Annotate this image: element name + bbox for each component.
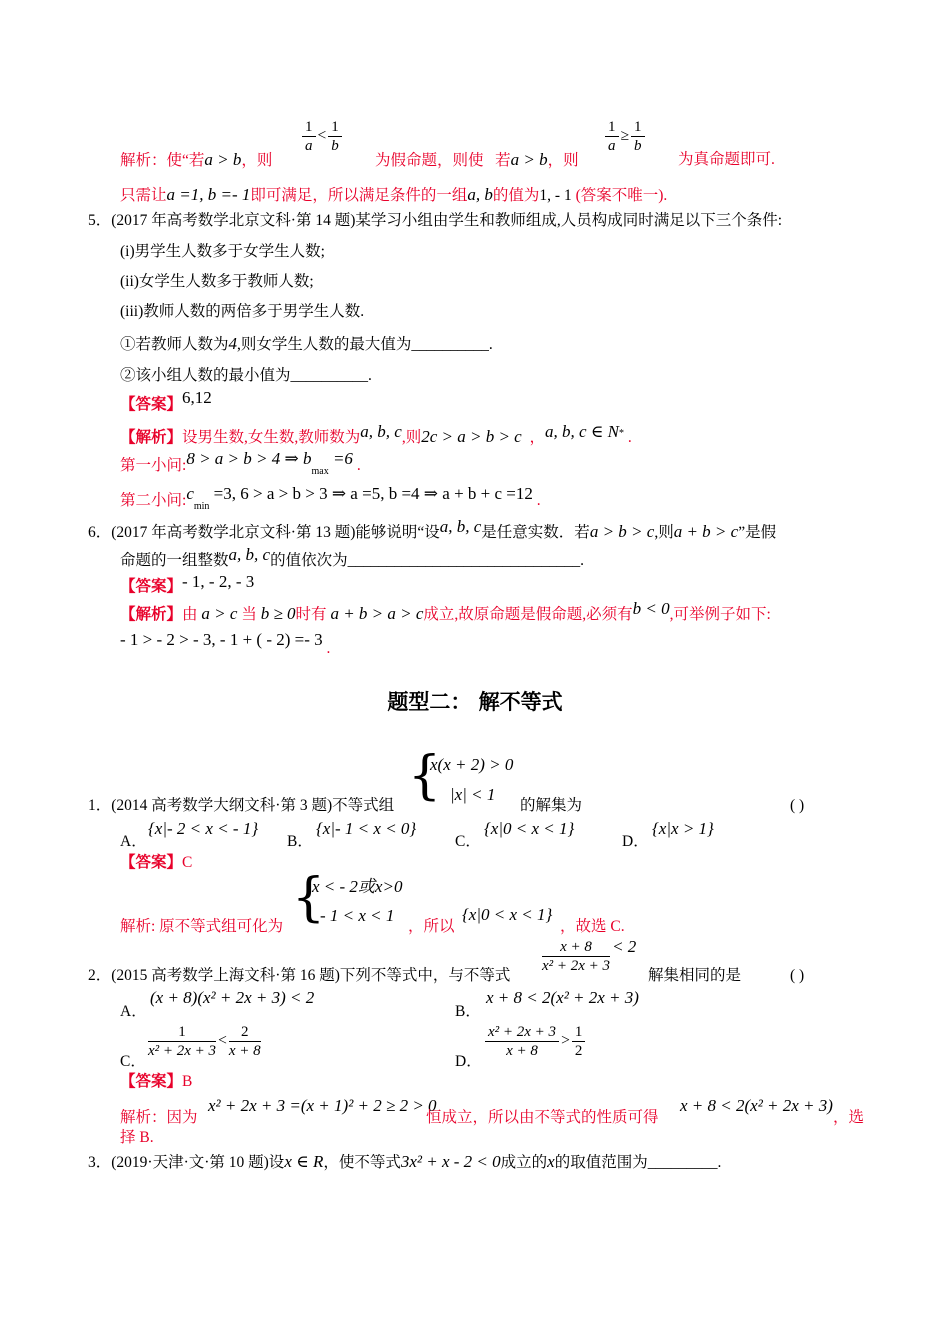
text: 即可满足，所以满足条件的一组: [250, 187, 468, 204]
math: x(x + 2) > 0: [430, 755, 514, 774]
math: {x|x > 1}: [652, 819, 714, 838]
text: ,则: [654, 524, 674, 541]
sub-question: ②该小组人数的最小值为__________.: [120, 367, 372, 384]
text: ，则: [241, 152, 273, 169]
text: 当: [241, 606, 257, 623]
option-b-math: [486, 988, 639, 1009]
math: {x|- 1 < x < 0}: [316, 819, 417, 838]
math: a, b, c ∈ N: [545, 422, 619, 442]
question-stem: 2．(2015 高考数学上海文科·第 16 题)下列不等式中，与不等式: [88, 967, 511, 984]
question-stem: [120, 545, 584, 571]
answer-value: - 1, - 2, - 3: [182, 572, 255, 591]
analysis-line: [120, 449, 361, 482]
num: 1: [328, 118, 342, 137]
num: 1: [302, 118, 316, 137]
num: 1: [572, 1023, 586, 1042]
analysis-text: 为真命题即可.: [678, 151, 775, 168]
condition: (iii)教师人数的两倍多于男学生人数.: [120, 303, 365, 320]
label: D．: [455, 1053, 482, 1070]
answer-blank: ( ): [790, 967, 805, 984]
option-d-math: [652, 819, 714, 840]
math: a > b > c: [589, 522, 655, 541]
symbol: ≥: [620, 127, 630, 145]
system-line: [430, 755, 513, 776]
text: 命题的一组整数: [120, 552, 229, 569]
analysis-text: ，故选 C.: [560, 918, 625, 935]
answer-line: [120, 1072, 192, 1092]
math: a > c: [201, 604, 238, 623]
brace: {: [408, 746, 442, 806]
text: ,可举例子如下:: [669, 606, 771, 623]
num: 1: [148, 1023, 216, 1042]
math: a, b, c: [360, 422, 402, 442]
math: a + b > a > c: [330, 604, 424, 623]
symbol: <: [317, 127, 327, 145]
math: a > b: [204, 150, 242, 169]
question-stem: 解集相同的是: [648, 967, 742, 984]
option-c-math: [146, 1023, 263, 1060]
text: 由: [182, 606, 198, 623]
den: x + 8: [506, 1043, 538, 1059]
math: 8 > a > b > 4 ⇒ b: [186, 449, 312, 468]
text: 只需让: [120, 187, 167, 204]
label: A．: [120, 1003, 147, 1020]
math: 4: [228, 334, 238, 353]
text: 的值为: [492, 187, 540, 204]
math: c: [186, 484, 194, 503]
math: |x| < 1: [450, 785, 496, 804]
label: A．: [120, 833, 147, 850]
analysis-line: [120, 424, 632, 448]
fraction-inequality: [300, 118, 344, 155]
option-d: [622, 832, 649, 852]
analysis-text: 择 B.: [120, 1129, 154, 1146]
math: a =1, b =- 1: [166, 185, 251, 204]
math: b ≥ 0: [260, 604, 296, 623]
option-b: [455, 1002, 481, 1022]
num: 2: [229, 1023, 261, 1042]
text: ，使不等式: [323, 1154, 401, 1171]
answer-label: 【答案】: [120, 1073, 183, 1090]
math: 2c > a > b > c: [421, 427, 522, 447]
math: b < 0: [632, 599, 670, 618]
option-c: [120, 1052, 146, 1072]
label: B．: [287, 833, 313, 850]
math: *: [618, 428, 624, 439]
text: .: [536, 492, 541, 509]
question-stem: 1．(2014 高考数学大纲文科·第 3 题)不等式组: [88, 797, 395, 814]
den: a: [305, 138, 313, 154]
text: 3．(2019·天津·文·第 10 题)设: [88, 1154, 285, 1171]
system-line: [312, 877, 402, 898]
text: 的取值范围为_________.: [554, 1154, 722, 1171]
answer-value: C: [182, 854, 193, 871]
analysis-line: [120, 630, 331, 657]
math: a > b: [510, 150, 548, 169]
analysis-text: 解析: 原不等式组可化为: [120, 918, 284, 935]
math: a, b, c: [439, 517, 482, 536]
analysis-line: [120, 150, 272, 171]
answer-label: 【答案】: [120, 854, 183, 871]
analysis-line: [375, 150, 579, 171]
answer-label: 【答案】: [120, 396, 183, 413]
num: x + 8: [542, 938, 610, 957]
brace: {: [292, 868, 326, 928]
math: < 2: [612, 937, 637, 957]
math: a + b > c: [673, 522, 739, 541]
analysis-label: 【解析】: [120, 606, 183, 623]
section-title: 题型二： 解不等式: [387, 690, 563, 714]
den: x² + 2x + 3: [148, 1043, 217, 1059]
label: B．: [455, 1003, 481, 1020]
math: a, b, c: [228, 545, 271, 564]
text: ,则: [401, 429, 422, 447]
math: (x + 8)(x² + 2x + 3) < 2: [150, 988, 315, 1007]
text: .: [627, 429, 632, 447]
option-d: [455, 1052, 482, 1072]
num: 1: [605, 118, 619, 137]
text: 第一小问:: [120, 457, 187, 474]
den: a: [608, 138, 616, 154]
option-b: [287, 832, 313, 852]
math: x ∈ R: [284, 1152, 324, 1171]
analysis-label: 【解析】: [120, 429, 183, 447]
text: 成立的: [500, 1154, 548, 1171]
math: x < - 2或x>0: [312, 877, 403, 896]
den: x² + 2x + 3: [542, 958, 611, 974]
text: .: [356, 457, 361, 474]
option-c: [455, 832, 481, 852]
question-stem: 的解集为: [520, 797, 583, 814]
math: {x|0 < x < 1}: [462, 905, 553, 924]
sub-question: [120, 334, 493, 355]
label: C．: [455, 833, 481, 850]
answer-line: [120, 388, 212, 415]
analysis-text: 解析：因为: [120, 1109, 198, 1126]
condition: (i)男学生人数多于女学生人数;: [120, 243, 325, 260]
analysis-math: [462, 905, 552, 926]
symbol: >: [561, 1032, 570, 1050]
math: {x|0 < x < 1}: [484, 819, 575, 838]
math: a, b: [467, 185, 493, 204]
option-d-math: [483, 1023, 587, 1060]
text: 成立,故原命题是假命题,必须有: [423, 606, 633, 623]
math: - 1 > - 2 > - 3, - 1 + ( - 2) =- 3: [120, 630, 323, 649]
text: 解析：使“若: [120, 152, 205, 169]
option-a: [120, 832, 147, 852]
math: =6: [328, 449, 353, 468]
math: 1, - 1: [539, 187, 572, 204]
analysis-line: [120, 484, 541, 517]
text: ①若教师人数为: [120, 336, 229, 353]
math: x² + 2x + 3 =(x + 1)² + 2 ≥ 2 > 0: [208, 1096, 437, 1115]
option-a-math: [148, 819, 258, 840]
label: C．: [120, 1053, 146, 1070]
text: ”是假: [738, 524, 777, 541]
text: 为假命题，则使: [375, 152, 484, 169]
answer-value: 6,12: [182, 388, 212, 407]
math: =3, 6 > a > b > 3 ⇒ a =5, b =4 ⇒ a + b + c =12: [209, 484, 533, 503]
analysis-line: [120, 185, 667, 206]
math: x + 8 < 2(x² + 2x + 3): [486, 988, 639, 1007]
num: 1: [631, 118, 645, 137]
text: ，: [529, 429, 545, 447]
text: 若: [495, 152, 511, 169]
question-stem: [88, 517, 777, 543]
text: .: [326, 640, 331, 657]
answer-line: [120, 572, 255, 597]
option-b-math: [316, 819, 416, 840]
answer-blank: ( ): [790, 797, 805, 814]
text: 6．(2017 年高考数学北京文科·第 13 题)能够说明“设: [88, 524, 440, 541]
analysis-line: [120, 599, 771, 625]
text: 是任意实数．若: [481, 524, 590, 541]
math: x: [547, 1152, 555, 1171]
analysis-math: [680, 1096, 833, 1117]
den: b: [634, 138, 642, 154]
stem-fraction: [540, 938, 636, 975]
math: x + 8 < 2(x² + 2x + 3): [680, 1096, 833, 1115]
answer-line: [120, 853, 192, 873]
condition: (ii)女学生人数多于教师人数;: [120, 273, 314, 290]
system-line: [450, 785, 495, 806]
label: D．: [622, 833, 649, 850]
math: 3x² + x - 2 < 0: [400, 1152, 501, 1171]
num: x² + 2x + 3: [485, 1023, 559, 1042]
analysis-text: 恒成立，所以由不等式的性质可得: [426, 1109, 659, 1126]
question-stem: [88, 1152, 721, 1173]
system-line: [320, 906, 394, 927]
answer-label: 【答案】: [120, 578, 183, 595]
option-a-math: [150, 988, 314, 1009]
text: 时有: [295, 606, 327, 623]
den: 2: [574, 1043, 583, 1059]
question-stem: 5．(2017 年高考数学北京文科·第 14 题)某学习小组由学生和教师组成,人员构成同时满足以下三个条件:: [88, 212, 783, 229]
text: ,则女学生人数的最大值为__________.: [237, 336, 493, 353]
math: min: [193, 501, 210, 513]
math: {x|- 2 < x < - 1}: [148, 819, 259, 838]
answer-value: B: [182, 1073, 193, 1090]
option-c-math: [484, 819, 574, 840]
fraction-inequality: [603, 118, 647, 155]
den: x + 8: [228, 1043, 261, 1059]
text: ，则: [547, 152, 579, 169]
math: - 1 < x < 1: [320, 906, 395, 925]
option-a: [120, 1002, 147, 1022]
text: 第二小问:: [120, 492, 187, 509]
text: (答案不唯一).: [575, 187, 668, 204]
symbol: <: [218, 1032, 227, 1050]
analysis-math: [208, 1096, 437, 1117]
den: b: [331, 138, 339, 154]
math: max: [311, 466, 329, 478]
text: 的值依次为______________________________.: [270, 552, 584, 569]
text: 设男生数,女生数,教师数为: [182, 429, 361, 447]
analysis-text: ，所以: [408, 918, 455, 935]
analysis-text: ，选: [833, 1109, 865, 1126]
